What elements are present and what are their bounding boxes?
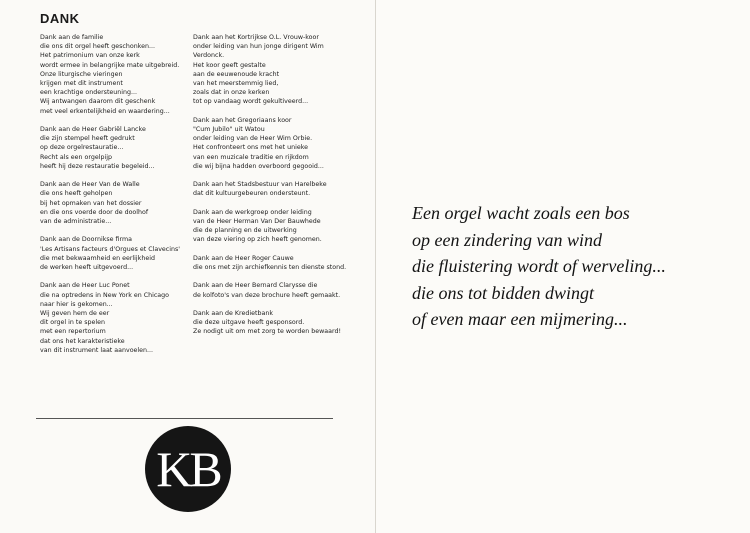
acknowledgement-line: Dank aan de familie [40,34,104,41]
acknowledgement-line: die deze uitgave heeft gesponsord. [193,319,305,327]
poem-line: die fluistering wordt of werveling... [412,256,666,276]
acknowledgement-line: die de planning en de uitwerking [193,227,297,235]
right-page [376,0,750,533]
acknowledgement-line: Het confronteert ons met het unieke [193,144,309,152]
acknowledgement-line: dat ons het karakteristieke [40,337,125,345]
acknowledgement-line: en die ons voerde door de doolhof [40,208,149,216]
poem-line: op een zindering van wind [412,229,602,250]
poem-line: of even maar een mijmering... [412,309,628,329]
acknowledgement-line: die ons dit orgel heeft geschonken... [40,43,155,51]
acknowledgement-paragraph [40,33,190,116]
acknowledgement-line: die ons heeft geholpen [40,190,113,198]
acknowledgement-line: Het patrimonium van onze kerk [40,52,140,60]
acknowledgement-line: Wij antwangen daarom dit geschenk [40,98,156,106]
acknowledgement-line: naar hier is gekomen... [40,300,113,308]
acknowledgement-line: Dank aan het Stadsbestuur van Harelbeke [193,181,327,189]
acknowledgements-column-1 [40,33,190,364]
acknowledgement-line: "Cum Jubilo" uit Watou [193,126,265,134]
divider-line [36,418,333,419]
acknowledgement-line: Het koor geeft gestalte [193,61,266,69]
acknowledgement-line: dat dit kultuurgebeuren ondersteunt. [193,190,311,198]
acknowledgement-line: van dit instrument laat aanvoelen... [40,346,154,354]
acknowledgement-line: Verdonck. [193,52,225,60]
acknowledgement-line: Dank aan de Heer Roger Cauwe [193,254,294,262]
acknowledgement-line: van deze viering op zich heeft genomen. [193,236,322,244]
acknowledgement-line: Dank aan de Doornikse firma [40,236,132,244]
acknowledgement-line: Dank aan de Heer Van de Walle [40,181,140,189]
poem-line: Een orgel wacht zoals een bos [412,203,630,223]
kb-logo-text: KB [156,441,220,497]
page-title: DANK [40,11,80,26]
acknowledgement-line: 'Les Artisans facteurs d'Orgues et Clavecins' [40,245,181,253]
acknowledgement-paragraph [193,208,343,245]
acknowledgement-line: onder leiding van hun jonge dirigent Wim [193,43,324,51]
acknowledgement-paragraph [193,309,343,337]
poem [412,200,742,333]
acknowledgement-line: die wij bijna hadden overboord gegooid... [193,162,324,170]
acknowledgement-paragraph [193,116,343,171]
poem-line: die ons tot bidden dwingt [412,282,594,303]
acknowledgement-line: van het meerstemmig lied, [193,80,279,88]
acknowledgement-paragraph [40,235,190,272]
acknowledgement-line: Ze nodigt uit om met zorg te worden bewaard! [193,328,341,336]
acknowledgement-line: Dank aan het Gregoriaans koor [193,116,292,124]
acknowledgement-line: de werken heeft uitgevoerd... [40,264,134,272]
acknowledgement-line: dit orgel in te spelen [40,319,106,327]
acknowledgement-paragraph [40,125,190,171]
acknowledgement-line: heeft hij deze restauratie begeleid... [40,162,155,170]
acknowledgement-line: Dank aan de Heer Luc Ponet [40,282,130,290]
acknowledgement-paragraph [40,281,190,355]
acknowledgement-line: bij het opmaken van het dossier [40,199,142,207]
acknowledgement-line: Recht als een orgelpijp [40,153,112,161]
acknowledgement-line: met veel erkentelijkheid en waardering... [40,107,170,115]
acknowledgement-paragraph [193,254,347,272]
acknowledgement-line: Dank aan de Kredietbank [193,310,273,317]
acknowledgement-paragraph [193,281,343,299]
acknowledgement-line: Onze liturgische vieringen [40,70,123,78]
acknowledgement-line: Dank aan de werkgroep onder leiding [193,208,312,216]
acknowledgement-line: tot op vandaag wordt gekultiveerd... [193,98,309,106]
kb-logo [145,426,231,512]
acknowledgement-line: krijgen met dit instrument [40,80,123,88]
acknowledgement-line: zoals dat in onze kerken [193,89,270,97]
acknowledgement-line: van de Heer Herman Van Der Bauwhede [193,218,321,226]
acknowledgement-line: Dank aan de Heer Bernard Clarysse die [193,282,318,290]
acknowledgement-line: van de administratie... [40,218,112,226]
acknowledgement-line: met een repertorium [40,328,106,336]
acknowledgement-line: van een muzicale traditie en rijkdom [193,153,309,161]
acknowledgement-line: een krachtige ondersteuning... [40,89,138,97]
acknowledgement-line: wordt ermee in belangrijke mate uitgebreid. [40,61,180,69]
acknowledgement-line: Dank aan het Kortrijkse O.L. Vrouw-koor [193,34,319,41]
acknowledgement-line: onder leiding van de Heer Wim Orbie. [193,135,313,143]
acknowledgement-line: Dank aan de Heer Gabriël Lancke [40,126,146,134]
acknowledgement-line: op deze orgelrestauratie... [40,144,124,152]
acknowledgement-paragraph [193,180,343,198]
acknowledgement-line: die ons met zijn archiefkennis ten dienste stond. [193,264,347,272]
acknowledgement-line: die zijn stempel heeft gedrukt [40,135,135,143]
acknowledgement-paragraph [193,33,343,107]
acknowledgement-line: die na optredens in New York en Chicago [40,291,170,299]
acknowledgements-column-2 [193,33,347,346]
acknowledgement-line: aan de eeuwenoude kracht [193,70,280,78]
acknowledgement-line: die met bekwaamheid en eerlijkheid [40,254,155,262]
acknowledgement-paragraph [40,180,190,226]
acknowledgement-line: Wij geven hem de eer [40,310,110,318]
acknowledgement-line: de kolfoto's van deze brochure heeft gemaakt. [193,291,341,299]
